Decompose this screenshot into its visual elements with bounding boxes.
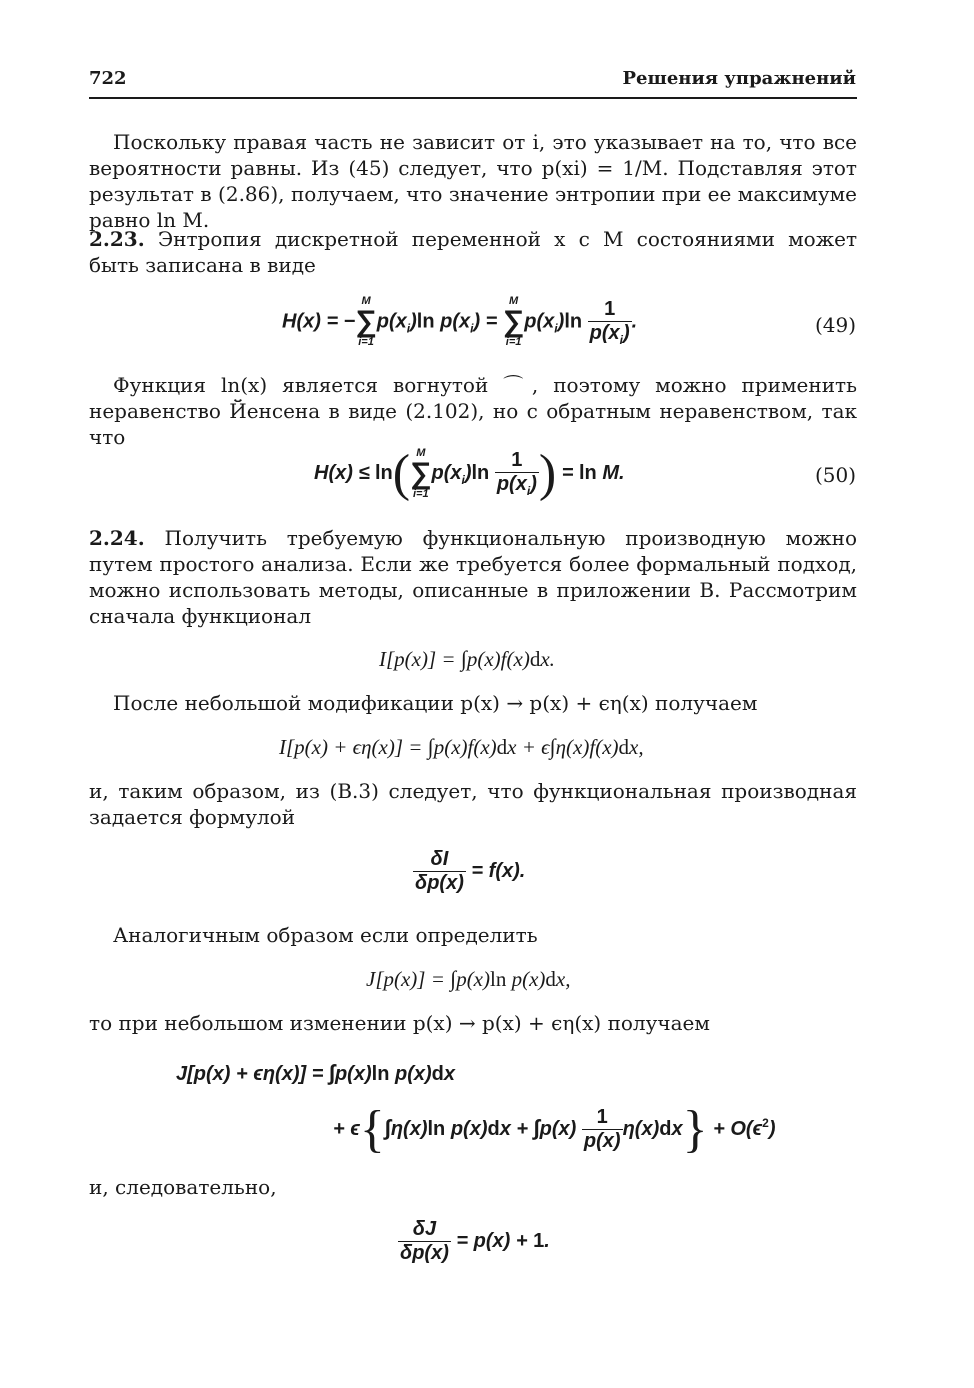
exercise-text: Получить требуемую функциональную производную можно путем простого анализа. Если же требуется более формальный подход, можно использовать методы, описанные в приложении B. Рассмотрим сначала функционал [89,526,857,628]
page-number: 722 [89,68,127,89]
equation-number-50: (50) [814,463,856,487]
paragraph-p7: и, следовательно, [89,1175,277,1199]
equation-number-49: (49) [814,313,856,337]
exercise-label: 2.24. [89,526,145,550]
equation-perturbed-J-line2: + ϵ{∫η(x)ln p(x)dx + ∫p(x) $\frac{1}{p(x)}$ $\eta(x)dx\} + O(\epsilon^2)$ [333,1101,776,1158]
exercise-2-23 [89,226,857,278]
header-rule [89,97,857,99]
exercise-label: 2.23. [89,227,145,251]
equation-functional-I: I[p(x)] = ∫p(x)f(x)dx. [379,646,555,671]
paragraph-p5: Аналогичным образом если определить [113,923,538,947]
running-header-title: Решения упражнений [622,68,856,89]
paragraph-p1: Поскольку правая часть не зависит от i, это указывает на то, что все вероятности равны. Из (45) следует, что p(xi) = 1/M. Подставляя этот результат в (2.86), получаем, что значение энтропии при ее максимуме равно ln M. [89,130,857,232]
paragraph-p2: Функция ln(x) является вогнутой ⌒, поэтому можно применить неравенство Йенсена в виде (2.102), но с обратным неравенством, так что [89,373,857,449]
equation-functional-J: J[p(x)] = ∫p(x)ln p(x)dx, [366,966,571,991]
paragraph-p3: После небольшой модификации p(x) → p(x) + ϵη(x) получаем [113,691,758,715]
paragraph-p4: и, таким образом, из (B.3) следует, что функциональная производная задается формулой [89,779,857,829]
exercise-2-24 [89,525,857,629]
exercise-text: Энтропия дискретной переменной x с M состояниями может быть записана в виде [89,227,858,277]
equation-perturbed-J-line1: J[p(x) + ϵη(x)] = ∫p(x)ln p(x)dx [176,1060,455,1085]
equation-50: H(x) ≤ ln( M ∑ i=1 $p(x_i)\ln$ $\frac{1}{p(x_i)}$ ) = ln M. [314,445,625,502]
equation-derivative-J: $\frac{\delta J}{\delta p(x)}$ = p(x) + 1. [400,1218,550,1264]
paragraph-p6: то при небольшом изменении p(x) → p(x) + ϵη(x) получаем [89,1011,710,1035]
equation-derivative-I: $\frac{\delta I}{\delta p(x)}$ = f(x). [415,848,526,894]
equation-49: H(x) = − M ∑ i=1 $p(x_i)\ln$ $p(x_i)$ = M ∑ i=1 $p(x_i)\ln$ $\frac{1}{p(x_i)}$ . [282,295,638,348]
equation-perturbed-I: I[p(x) + ϵη(x)] = ∫p(x)f(x)dx + ϵ∫η(x)f(x)dx, [279,734,644,759]
